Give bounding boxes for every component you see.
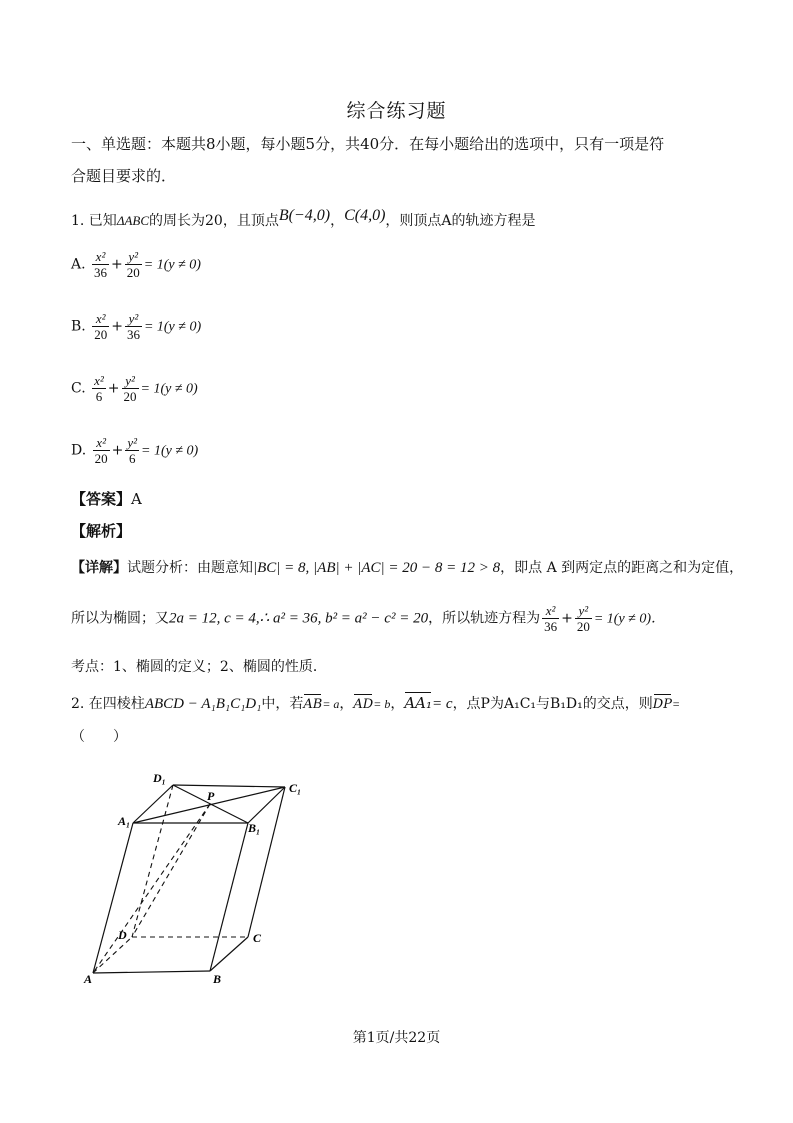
option-d-frac-x: $\frac{\text{x²}}{20}$: [94, 435, 108, 466]
q2-vector-ab: AB: [303, 694, 322, 716]
label-c: C: [253, 931, 262, 945]
q2-prism: ABCD − A₁B₁C₁D₁: [144, 696, 262, 712]
q1-point-c: C(4,0): [344, 207, 386, 224]
detail-line1-text-a: 试题分析：由题意知: [127, 560, 253, 576]
hidden-edge-ad: [93, 937, 132, 973]
detail-frac-x: $\frac{\text{x²}}{36}$: [544, 603, 558, 634]
edge-ab: [93, 971, 210, 973]
page-footer: 第1页/共22页: [352, 1030, 441, 1046]
detail-line2-rest: = 1(y ≠ 0)．: [593, 611, 665, 627]
page-title: 综合练习题: [346, 100, 447, 122]
label-d1: D₁: [153, 771, 166, 785]
prism-figure: [80, 765, 320, 995]
answer-value: A: [131, 490, 142, 508]
q2-eq-b: = b: [373, 697, 391, 711]
q2-answer-blank: （ ）: [71, 729, 127, 745]
q2-vector-dp: DP: [653, 694, 672, 716]
option-d-rest: = 1(y ≠ 0): [141, 443, 199, 459]
detail-frac-y: $\frac{\text{y²}}{20}$: [576, 603, 590, 634]
hidden-edge-d1d: [132, 785, 173, 937]
q2-text-b: ，点P为A₁C₁与B₁D₁的交点，则: [452, 696, 653, 712]
option-a-frac-y: $\frac{\text{y²}}{20}$: [126, 249, 140, 280]
option-b: B. $\frac{\text{x²}}{20}$ + $\frac{\text{y²}}{36}$ = 1(y ≠ 0): [71, 311, 202, 342]
q1-triangle: ΔABC: [116, 213, 149, 228]
hidden-edge-pd: [132, 804, 210, 937]
detail-label: 【详解】: [71, 560, 127, 576]
label-d: D: [118, 928, 127, 942]
q1-text-end: ，则顶点A的轨迹方程是: [385, 213, 536, 229]
section-heading-line1: 一、单选题：本题共8小题，每小题5分，共40分．在每小题给出的选项中，只有一项是符: [71, 135, 665, 153]
q1-text-mid: 的周长为20，且顶点: [149, 213, 279, 229]
q2-eq-end: =: [671, 697, 681, 711]
detail-line2-text-a: 所以为椭圆；又: [71, 610, 169, 627]
option-d-frac-y: $\frac{\text{y²}}{6}$: [127, 435, 138, 466]
edge-a1d1: [133, 785, 173, 823]
edge-bc: [210, 937, 248, 971]
option-d-letter: D.: [71, 442, 87, 459]
option-c-frac-y: $\frac{\text{y²}}{20}$: [123, 373, 137, 404]
q1-prefix: 1. 已知: [71, 213, 117, 229]
question-2-stem: 2. 在四棱柱ABCD − A₁B₁C₁D₁中，若AB= a，AD= b，AA₁= c，点P为A₁C₁与B₁D₁的交点，则DP=: [71, 692, 680, 716]
edge-c1b1: [248, 787, 285, 823]
answer-line: [71, 488, 142, 510]
detail-line-2: 所以为椭圆；又2a = 12, c = 4,∴ a² = 36, b² = a² − c² = 20，所以轨迹方程为 $\frac{\text{x²}}{36}$ + $\frac{\text{y²}}{20}$ = 1(y ≠ 0)．: [71, 603, 665, 634]
option-b-letter: B.: [71, 318, 86, 335]
option-c-frac-x: $\frac{\text{x²}}{6}$: [94, 373, 104, 404]
kaodian-line: 考点：1、椭圆的定义；2、椭圆的性质．: [71, 659, 327, 675]
detail-line1-text-b: ，即点 A 到两定点的距离之和为定值，: [500, 560, 744, 576]
label-b: B: [213, 972, 222, 986]
label-p: P: [207, 789, 215, 803]
q2-text-a: 中，若: [261, 696, 304, 712]
option-a-letter: A.: [71, 256, 86, 273]
edge-b1b: [210, 823, 248, 971]
detail-line2-text-b: ，所以轨迹方程为: [428, 610, 541, 627]
question-1-stem: [71, 207, 536, 232]
edge-d1c1: [173, 785, 285, 787]
edge-c1c: [248, 787, 285, 937]
detail-line2-math: 2a = 12, c = 4,∴ a² = 36, b² = a² − c² = 20: [169, 610, 429, 627]
answer-label: 【答案】: [71, 490, 132, 508]
analysis-label: 【解析】: [71, 522, 132, 540]
section-heading-line2: 合题目要求的．: [71, 167, 177, 185]
edge-a1a: [93, 823, 133, 973]
option-d: D. $\frac{\text{x²}}{20}$ + $\frac{\text{y²}}{6}$ = 1(y ≠ 0): [71, 435, 199, 466]
q1-sep: ，: [330, 213, 345, 229]
option-c-letter: C.: [71, 380, 86, 397]
option-c: C. $\frac{\text{x²}}{6}$ + $\frac{\text{y²}}{20}$ = 1(y ≠ 0): [71, 373, 198, 404]
q2-vector-ad: AD: [353, 694, 373, 716]
label-b1: B₁: [248, 821, 261, 835]
q2-prefix: 2. 在四棱柱: [71, 696, 145, 712]
label-a1: A₁: [118, 814, 131, 828]
q2-vector-aa1: AA₁: [404, 694, 433, 712]
q2-eq-c: = c: [432, 696, 453, 712]
option-b-frac-x: $\frac{\text{x²}}{20}$: [94, 311, 108, 342]
q1-point-b: B(−4,0): [278, 207, 331, 224]
option-b-rest: = 1(y ≠ 0): [143, 319, 202, 335]
option-a: A. $\frac{\text{x²}}{36}$ + $\frac{\text{y²}}{20}$ = 1(y ≠ 0): [71, 249, 201, 280]
option-c-rest: = 1(y ≠ 0): [140, 381, 198, 397]
hidden-edge-pa: [93, 804, 210, 973]
option-a-rest: = 1(y ≠ 0): [143, 257, 201, 273]
q2-eq-a: = a: [322, 697, 340, 711]
option-a-frac-x: $\frac{\text{x²}}{36}$: [94, 249, 108, 280]
label-c1: C₁: [289, 781, 302, 795]
detail-line1-math: |BC| = 8, |AB| + |AC| = 20 − 8 = 12 > 8: [253, 560, 501, 576]
label-a: A: [84, 972, 93, 986]
detail-line-1: [71, 557, 743, 579]
option-b-frac-y: $\frac{\text{y²}}{36}$: [126, 311, 140, 342]
